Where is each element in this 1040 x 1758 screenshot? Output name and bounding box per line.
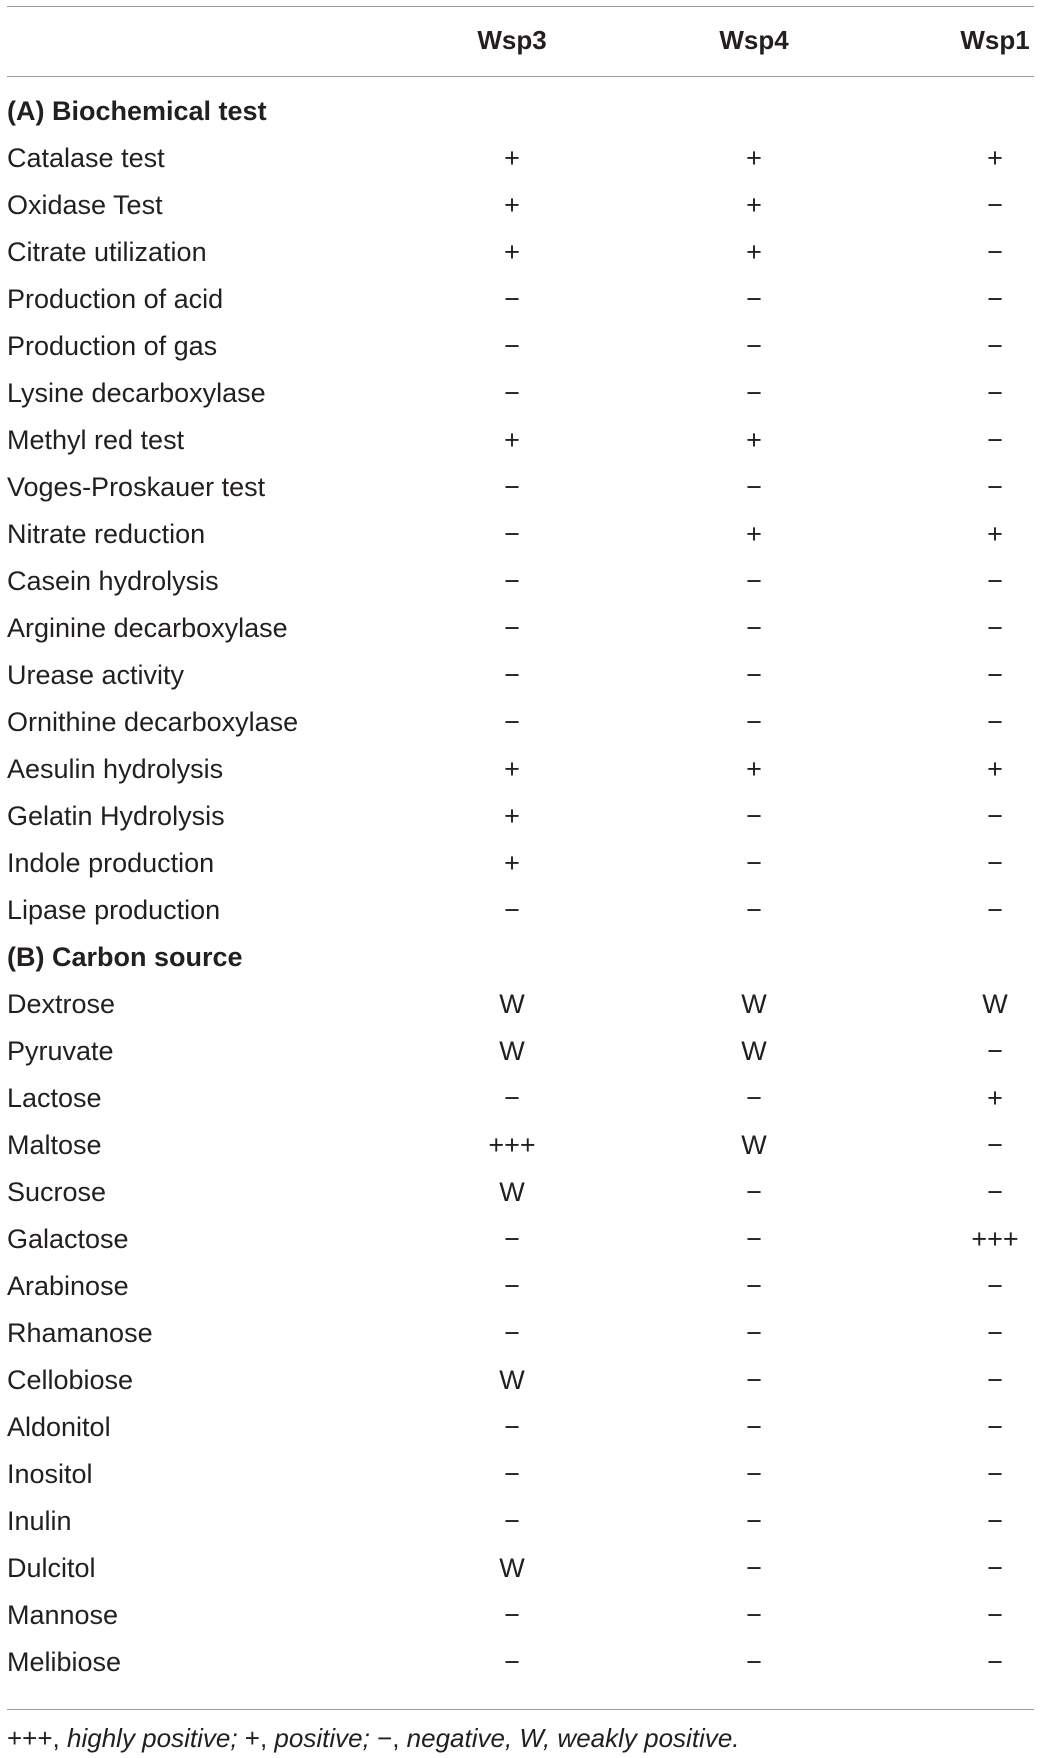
cell-value: +: [746, 519, 762, 549]
cell-value: −: [987, 1130, 1003, 1160]
cell-value: −: [987, 1412, 1003, 1442]
cell-value: W: [741, 989, 767, 1019]
row-label: Dextrose: [7, 989, 116, 1019]
cell-value: −: [746, 613, 762, 643]
cell-value: −: [746, 801, 762, 831]
cell-value: −: [987, 660, 1003, 690]
cell-value: −: [987, 1271, 1003, 1301]
cell-value: −: [987, 566, 1003, 596]
cell-value: +: [504, 425, 520, 455]
row-label: Nitrate reduction: [7, 519, 206, 549]
table-row: [0, 1263, 1040, 1310]
cell-value: W: [499, 1365, 525, 1395]
row-label: Inositol: [7, 1459, 93, 1489]
column-header: Wsp3: [477, 25, 547, 55]
section-heading-row: [0, 934, 1040, 981]
table-row: [0, 1122, 1040, 1169]
table-row: [0, 887, 1040, 934]
cell-value: −: [746, 1459, 762, 1489]
row-label: Ornithine decarboxylase: [7, 707, 299, 737]
cell-value: −: [987, 1365, 1003, 1395]
row-label: Lactose: [7, 1083, 102, 1113]
cell-value: −: [746, 1177, 762, 1207]
table-row: [0, 652, 1040, 699]
cell-value: −: [746, 1412, 762, 1442]
cell-value: +: [746, 143, 762, 173]
cell-value: −: [746, 1083, 762, 1113]
cell-value: −: [987, 1553, 1003, 1583]
cell-value: −: [987, 848, 1003, 878]
cell-value: −: [504, 707, 520, 737]
cell-value: −: [987, 1036, 1003, 1066]
cell-value: +: [504, 754, 520, 784]
cell-value: −: [987, 1600, 1003, 1630]
cell-value: −: [987, 1506, 1003, 1536]
row-label: Cellobiose: [7, 1365, 134, 1395]
cell-value: −: [504, 331, 520, 361]
cell-value: −: [504, 1506, 520, 1536]
table-row: [0, 464, 1040, 511]
table-row: [0, 135, 1040, 182]
cell-value: −: [987, 378, 1003, 408]
cell-value: +: [504, 190, 520, 220]
top-rule: [7, 6, 1034, 7]
cell-value: −: [746, 848, 762, 878]
cell-value: +: [746, 425, 762, 455]
cell-value: −: [504, 1647, 520, 1677]
cell-value: −: [504, 472, 520, 502]
cell-value: −: [746, 1365, 762, 1395]
row-label: Arabinose: [7, 1271, 129, 1301]
row-label: Indole production: [7, 848, 215, 878]
table-row: [0, 417, 1040, 464]
cell-value: +: [504, 237, 520, 267]
table-row: [0, 840, 1040, 887]
cell-value: W: [499, 989, 525, 1019]
footnote-text: highly positive;: [59, 1723, 245, 1753]
row-label: Casein hydrolysis: [7, 566, 219, 596]
row-label: Catalase test: [7, 143, 165, 173]
row-label: Pyruvate: [7, 1036, 114, 1066]
table-row: [0, 1592, 1040, 1639]
table-row: [0, 1451, 1040, 1498]
table-row: [0, 1639, 1040, 1686]
cell-value: +: [504, 801, 520, 831]
cell-value: +: [746, 237, 762, 267]
table-row: [0, 1498, 1040, 1545]
cell-value: −: [746, 284, 762, 314]
cell-value: +: [987, 519, 1003, 549]
table-row: [0, 1216, 1040, 1263]
cell-value: −: [987, 425, 1003, 455]
table-row: [0, 558, 1040, 605]
cell-value: +: [504, 143, 520, 173]
cell-value: W: [741, 1036, 767, 1066]
cell-value: −: [504, 660, 520, 690]
row-label: Production of acid: [7, 284, 224, 314]
row-label: Dulcitol: [7, 1553, 96, 1583]
cell-value: −: [746, 1318, 762, 1348]
table-footnote: [7, 1718, 740, 1758]
cell-value: −: [987, 801, 1003, 831]
row-label: Aldonitol: [7, 1412, 111, 1442]
table-row: [0, 276, 1040, 323]
cell-value: W: [499, 1553, 525, 1583]
cell-value: W: [499, 1177, 525, 1207]
cell-value: −: [746, 1600, 762, 1630]
cell-value: −: [504, 1224, 520, 1254]
table-row: [0, 1028, 1040, 1075]
row-label: Lysine decarboxylase: [7, 378, 266, 408]
cell-value: −: [987, 1647, 1003, 1677]
table-row: [0, 605, 1040, 652]
cell-value: −: [987, 331, 1003, 361]
cell-value: −: [987, 237, 1003, 267]
cell-value: −: [746, 1553, 762, 1583]
row-label: Arginine decarboxylase: [7, 613, 288, 643]
cell-value: +: [746, 190, 762, 220]
table-row: [0, 370, 1040, 417]
cell-value: −: [504, 284, 520, 314]
cell-value: −: [504, 613, 520, 643]
cell-value: −: [987, 190, 1003, 220]
table-row: [0, 323, 1040, 370]
section-title: (A) Biochemical test: [7, 96, 267, 126]
table-row: [0, 1169, 1040, 1216]
cell-value: +: [504, 848, 520, 878]
cell-value: −: [746, 1506, 762, 1536]
table-row: [0, 1404, 1040, 1451]
cell-value: −: [987, 1177, 1003, 1207]
cell-value: −: [504, 1271, 520, 1301]
cell-value: −: [746, 1224, 762, 1254]
section-title: (B) Carbon source: [7, 942, 243, 972]
cell-value: −: [746, 660, 762, 690]
header-rule: [7, 76, 1034, 77]
row-label: Methyl red test: [7, 425, 185, 455]
row-label: Maltose: [7, 1130, 102, 1160]
row-label: Mannose: [7, 1600, 119, 1630]
cell-value: −: [504, 895, 520, 925]
footnote-symbol: +,: [244, 1723, 268, 1753]
table-row: [0, 699, 1040, 746]
column-header: Wsp1: [960, 25, 1030, 55]
cell-value: W: [499, 1036, 525, 1066]
cell-value: −: [504, 1600, 520, 1630]
table-row: [0, 1545, 1040, 1592]
row-label: Citrate utilization: [7, 237, 207, 267]
row-label: Sucrose: [7, 1177, 107, 1207]
table-row: [0, 981, 1040, 1028]
cell-value: −: [504, 566, 520, 596]
cell-value: −: [504, 1083, 520, 1113]
cell-value: +++: [971, 1224, 1019, 1254]
section-heading-row: [0, 88, 1040, 135]
footnote-symbol: +++,: [7, 1723, 60, 1753]
table-row: [0, 511, 1040, 558]
cell-value: −: [987, 284, 1003, 314]
cell-value: −: [746, 472, 762, 502]
header-row: [0, 17, 1040, 64]
table-row: [0, 182, 1040, 229]
cell-value: W: [741, 1130, 767, 1160]
cell-value: −: [746, 331, 762, 361]
cell-value: −: [987, 1318, 1003, 1348]
cell-value: −: [746, 566, 762, 596]
cell-value: −: [504, 378, 520, 408]
row-label: Aesulin hydrolysis: [7, 754, 224, 784]
row-label: Galactose: [7, 1224, 129, 1254]
cell-value: −: [746, 707, 762, 737]
table-row: [0, 746, 1040, 793]
row-label: Inulin: [7, 1506, 72, 1536]
row-label: Oxidase Test: [7, 190, 163, 220]
column-header: Wsp4: [719, 25, 789, 55]
cell-value: −: [987, 472, 1003, 502]
row-label: Rhamanose: [7, 1318, 153, 1348]
table-row: [0, 1075, 1040, 1122]
row-label: Lipase production: [7, 895, 221, 925]
cell-value: −: [504, 1318, 520, 1348]
footnote-symbol: −,: [377, 1723, 400, 1753]
cell-value: −: [504, 1412, 520, 1442]
row-label: Production of gas: [7, 331, 218, 361]
cell-value: −: [987, 895, 1003, 925]
bottom-rule: [7, 1709, 1034, 1710]
cell-value: +: [987, 754, 1003, 784]
footnote-text: negative, W, weakly positive.: [399, 1723, 740, 1753]
cell-value: −: [746, 378, 762, 408]
cell-value: −: [746, 1271, 762, 1301]
cell-value: +: [746, 754, 762, 784]
table-row: [0, 1310, 1040, 1357]
cell-value: −: [987, 1459, 1003, 1489]
cell-value: +++: [488, 1130, 536, 1160]
cell-value: +: [987, 143, 1003, 173]
footnote-text: positive;: [267, 1723, 378, 1753]
cell-value: −: [504, 1459, 520, 1489]
table-row: [0, 229, 1040, 276]
table-row: [0, 793, 1040, 840]
cell-value: W: [982, 989, 1008, 1019]
cell-value: −: [987, 707, 1003, 737]
row-label: Gelatin Hydrolysis: [7, 801, 225, 831]
cell-value: −: [746, 895, 762, 925]
table-row: [0, 1357, 1040, 1404]
cell-value: −: [987, 613, 1003, 643]
cell-value: +: [987, 1083, 1003, 1113]
row-label: Voges-Proskauer test: [7, 472, 266, 502]
row-label: Melibiose: [7, 1647, 122, 1677]
cell-value: −: [504, 519, 520, 549]
row-label: Urease activity: [7, 660, 185, 690]
cell-value: −: [746, 1647, 762, 1677]
